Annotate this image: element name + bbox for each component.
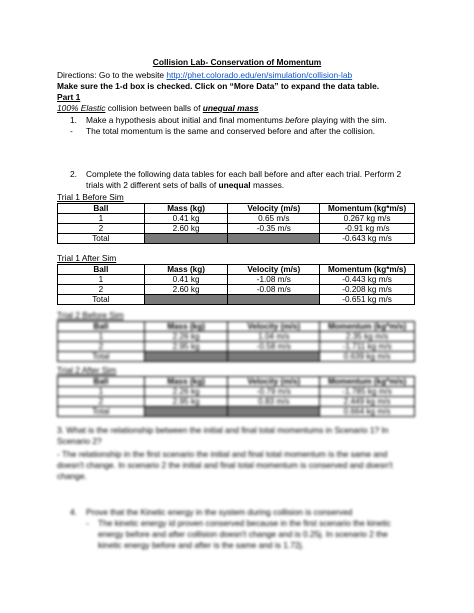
cell-mass: 2.26 kg — [144, 332, 228, 342]
header-ball: Ball — [58, 377, 145, 387]
total-momentum: -0.643 kg m/s — [320, 234, 415, 244]
table-total-row — [58, 407, 415, 417]
cell-velocity: -0.35 m/s — [228, 224, 320, 234]
cell-momentum: -0.91 kg m/s — [320, 224, 415, 234]
table-row — [58, 224, 415, 234]
cell-velocity: -1.08 m/s — [228, 275, 320, 285]
a1-dash: - — [70, 126, 73, 136]
cell-momentum: -1.785 kg m/s — [320, 387, 415, 397]
total-label: Total — [58, 295, 145, 305]
part-heading: Part 1 — [57, 92, 81, 102]
table-header-row — [58, 204, 415, 214]
q4-number: 4. — [70, 507, 77, 517]
table-row — [58, 214, 415, 224]
cell-ball: 1 — [58, 332, 145, 342]
q4-text: Prove that the Kinetic energy in the system during collision is conserved — [86, 507, 353, 517]
shaded-cell — [228, 407, 320, 417]
q3-line1: 3. What is the relationship between the initial and final total momentums in Scenario 1? In — [57, 425, 389, 435]
shaded-cell — [228, 234, 320, 244]
directions-text: Directions: Go to the website — [57, 70, 167, 80]
header-ball: Ball — [58, 322, 145, 332]
header-ball: Ball — [58, 204, 145, 214]
q1-post: playing with the sim. — [309, 115, 387, 125]
shaded-cell — [144, 407, 228, 417]
header-mass: Mass (kg) — [144, 204, 228, 214]
cell-ball: 1 — [58, 387, 145, 397]
table-row — [58, 342, 415, 352]
cell-velocity: -0.08 m/s — [228, 285, 320, 295]
table-row — [58, 397, 415, 407]
page-title: Collision Lab- Conservation of Momentum — [152, 57, 322, 67]
total-momentum: 0.664 kg m/s — [320, 407, 415, 417]
cell-ball: 2 — [58, 397, 145, 407]
trial2-after-table — [57, 376, 415, 417]
shaded-cell — [228, 352, 320, 362]
header-mass: Mass (kg) — [144, 377, 228, 387]
shaded-cell — [228, 295, 320, 305]
total-momentum: -0.651 kg m/s — [320, 295, 415, 305]
table-total-row — [58, 352, 415, 362]
table-row — [58, 332, 415, 342]
header-velocity: Velocity (m/s) — [228, 322, 320, 332]
sim-link[interactable]: http://phet.colorado.edu/en/simulation/collision-lab — [166, 70, 353, 80]
q2-line1: Complete the following data tables for each ball before and after each trial. Perform 2 — [86, 169, 402, 179]
a1-text: The total momentum is the same and conserved before and after the collision. — [86, 126, 376, 136]
q1-number: 1. — [70, 115, 77, 125]
q3-line2: Scenario 2? — [57, 436, 102, 446]
elastic-label: 100% Elastic — [57, 103, 106, 113]
q2-line2-pre: trials with 2 different sets of balls of — [86, 180, 219, 190]
a3-line2: doesn't change. In scenario 2 the initial and final total momentum is conserved and doesn't — [57, 460, 393, 470]
q1-italic: before — [285, 115, 309, 125]
instruction-text: Make sure the 1-d box is checked. Click on “More Data” to expand the data table. — [57, 81, 380, 91]
shaded-cell — [144, 234, 228, 244]
elastic-line — [57, 103, 259, 113]
q2-line2 — [86, 180, 284, 190]
cell-velocity: -0.79 m/s — [228, 387, 320, 397]
cell-momentum: -1.711 kg m/s — [320, 342, 415, 352]
table-row — [58, 275, 415, 285]
total-label: Total — [58, 407, 145, 417]
cell-velocity: 0.83 m/s — [228, 397, 320, 407]
cell-velocity: 1.04 m/s — [228, 332, 320, 342]
a4-dash: - — [86, 518, 89, 528]
total-label: Total — [58, 352, 145, 362]
q2-line2-bold: unequal — [218, 180, 251, 190]
a4-line1: The kinetic energy id proven conserved because in the first scenario the kinetic — [98, 518, 391, 528]
cell-ball: 2 — [58, 342, 145, 352]
trial2-before-label: Trial 2 Before Sim — [57, 310, 124, 320]
trial1-before-table — [57, 203, 415, 244]
q1-text — [86, 115, 387, 125]
cell-ball: 2 — [58, 224, 145, 234]
cell-velocity: 0.65 m/s — [228, 214, 320, 224]
trial1-after-label: Trial 1 After Sim — [57, 253, 117, 263]
total-label: Total — [58, 234, 145, 244]
header-ball: Ball — [58, 265, 145, 275]
cell-mass: 2.60 kg — [144, 285, 228, 295]
table-header-row — [58, 322, 415, 332]
elastic-bold: unequal mass — [202, 103, 259, 113]
cell-mass: 0.41 kg — [144, 275, 228, 285]
a4-line2: energy before and after collision doesn't change and is 0.25j. In scenario 2 the — [98, 529, 388, 539]
header-momentum: Momentum (kg*m/s) — [320, 204, 415, 214]
header-momentum: Momentum (kg*m/s) — [320, 265, 415, 275]
table-row — [58, 387, 415, 397]
cell-ball: 1 — [58, 275, 145, 285]
header-velocity: Velocity (m/s) — [228, 265, 320, 275]
cell-momentum: 2.35 kg m/s — [320, 332, 415, 342]
table-row — [58, 285, 415, 295]
cell-momentum: -0.208 kg m/s — [320, 285, 415, 295]
q1-pre: Make a hypothesis about initial and final momentums — [86, 115, 286, 125]
cell-velocity: -0.58 m/s — [228, 342, 320, 352]
header-mass: Mass (kg) — [144, 265, 228, 275]
a3-line3: change. — [57, 471, 87, 481]
directions-line — [57, 70, 352, 80]
elastic-middle: collision between balls of — [105, 103, 203, 113]
shaded-cell — [144, 295, 228, 305]
trial2-after-label: Trial 2 After Sim — [57, 365, 117, 375]
a3-line1: - The relationship in the first scenario the initial and final total momentum is the same and — [57, 449, 388, 459]
cell-mass: 2.26 kg — [144, 387, 228, 397]
table-total-row — [58, 234, 415, 244]
cell-mass: 0.41 kg — [144, 214, 228, 224]
header-mass: Mass (kg) — [144, 322, 228, 332]
total-momentum: 0.639 kg m/s — [320, 352, 415, 362]
table-total-row — [58, 295, 415, 305]
header-momentum: Momentum (kg*m/s) — [320, 322, 415, 332]
trial1-after-table — [57, 264, 415, 305]
header-momentum: Momentum (kg*m/s) — [320, 377, 415, 387]
cell-mass: 2.95 kg — [144, 342, 228, 352]
cell-momentum: 0.267 kg m/s — [320, 214, 415, 224]
header-velocity: Velocity (m/s) — [228, 377, 320, 387]
cell-mass: 2.60 kg — [144, 224, 228, 234]
header-velocity: Velocity (m/s) — [228, 204, 320, 214]
trial2-before-table — [57, 321, 415, 362]
cell-ball: 2 — [58, 285, 145, 295]
cell-momentum: 2.449 kg m/s — [320, 397, 415, 407]
shaded-cell — [144, 352, 228, 362]
table-header-row — [58, 377, 415, 387]
cell-momentum: -0.443 kg m/s — [320, 275, 415, 285]
cell-mass: 2.95 kg — [144, 397, 228, 407]
trial1-before-label: Trial 1 Before Sim — [57, 192, 124, 202]
q2-line2-post: masses. — [250, 180, 285, 190]
cell-ball: 1 — [58, 214, 145, 224]
table-header-row — [58, 265, 415, 275]
a4-line3: kinetic energy before and after is the same and is 1.72j. — [98, 540, 304, 550]
q2-number: 2. — [70, 169, 77, 179]
